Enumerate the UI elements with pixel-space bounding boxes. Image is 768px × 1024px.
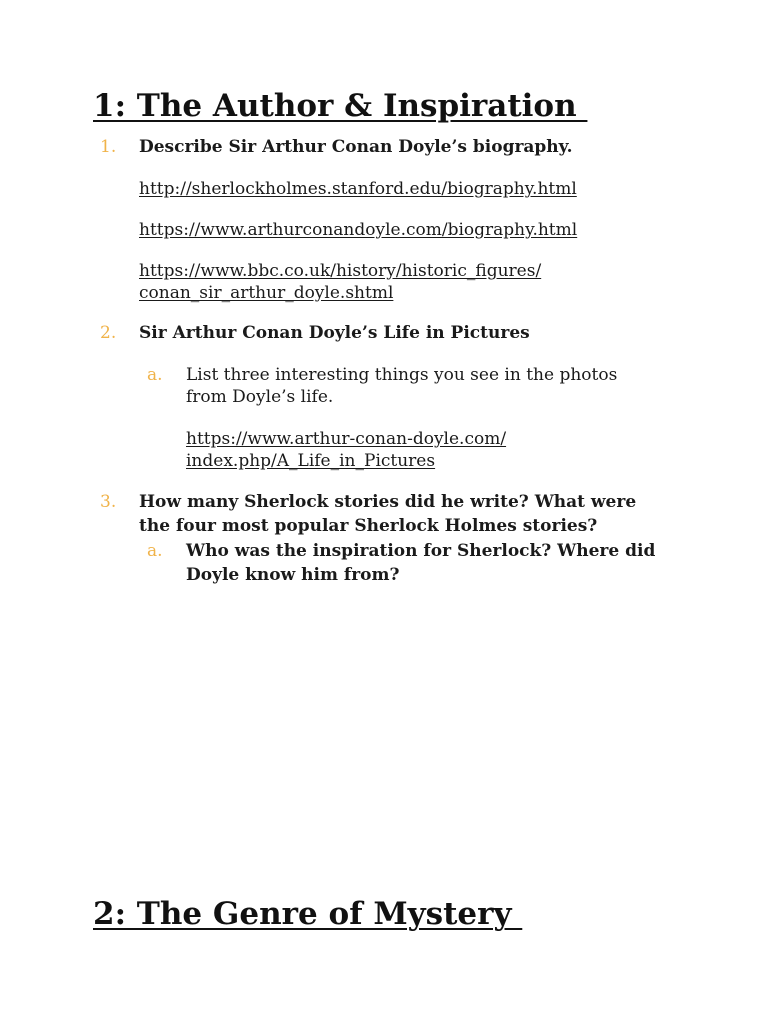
biography-link-bbc[interactable]: [139, 260, 609, 304]
question-1-text: Describe Sir Arthur Conan Doyle’s biography.: [139, 137, 573, 157]
question-2a-text: List three interesting things you see in the photos from Doyle’s life.: [186, 365, 618, 407]
list-marker-2: 2.: [100, 323, 117, 343]
section-2-heading: 2: The Genre of Mystery: [93, 896, 523, 932]
question-3a-text: Who was the inspiration for Sherlock? Where did Doyle know him from?: [186, 541, 656, 585]
biography-link-arthurconandoyle[interactable]: [139, 219, 679, 241]
question-2-text: Sir Arthur Conan Doyle’s Life in Pictures: [139, 323, 530, 343]
link-text[interactable]: https://www.arthur-conan-doyle.com/ index.php/A_Life_in_Pictures: [186, 429, 507, 471]
link-text[interactable]: http://sherlockholmes.stanford.edu/biography.html: [139, 179, 577, 199]
life-in-pictures-link[interactable]: [186, 428, 586, 472]
list-marker-1: 1.: [100, 137, 117, 157]
list-marker-3a: a.: [147, 541, 163, 561]
list-marker-3: 3.: [100, 492, 117, 512]
question-3-text: How many Sherlock stories did he write? What were the four most popular Sherlock Holmes stories?: [139, 492, 637, 536]
biography-link-stanford[interactable]: [139, 178, 679, 200]
section-1-heading: 1: The Author & Inspiration: [93, 88, 588, 124]
link-text[interactable]: https://www.bbc.co.uk/history/historic_figures/ conan_sir_arthur_doyle.shtml: [139, 261, 542, 303]
link-text[interactable]: https://www.arthurconandoyle.com/biography.html: [139, 220, 578, 240]
list-marker-2a: a.: [147, 365, 163, 385]
